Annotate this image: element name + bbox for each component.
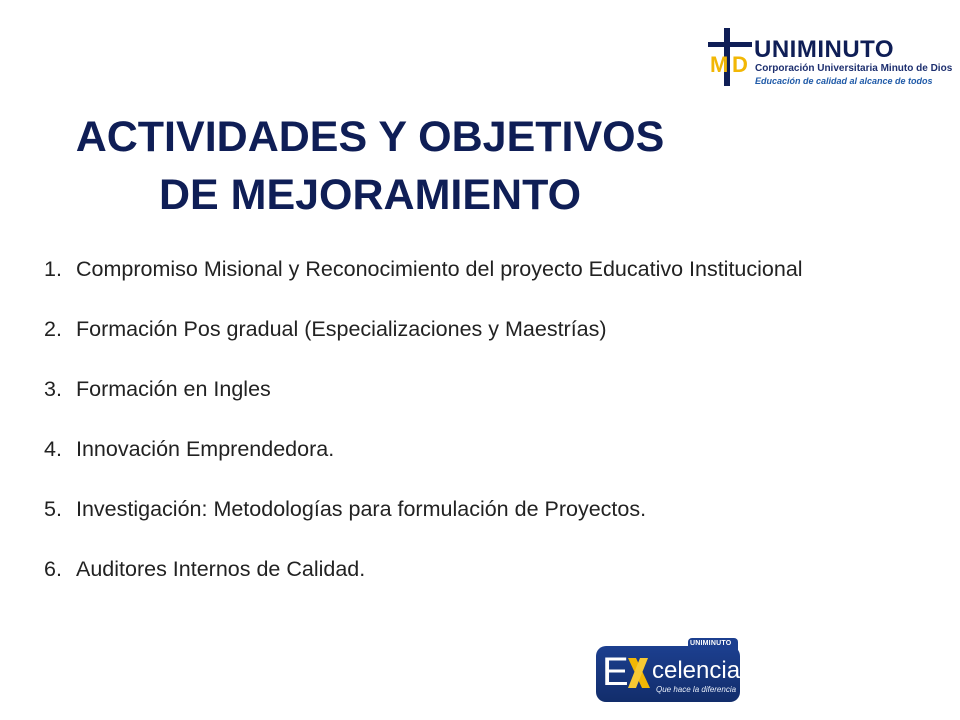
list-item	[44, 494, 864, 524]
list-item-number: 2.	[44, 317, 62, 341]
list-item	[44, 554, 864, 584]
excelencia-initial: E	[602, 650, 629, 694]
list-item	[44, 434, 864, 464]
slide-title-line-1: ACTIVIDADES Y OBJETIVOS	[75, 113, 665, 161]
slide-title-line-2: DE MEJORAMIENTO	[158, 171, 582, 219]
excelencia-logo	[596, 638, 742, 704]
svg-text:D: D	[732, 52, 748, 77]
md-cross-logo-icon	[708, 28, 754, 86]
list-item-number: 6.	[44, 557, 62, 581]
excelencia-tab-label: UNIMINUTO	[690, 640, 732, 647]
list-item	[44, 254, 864, 284]
list-item-number: 4.	[44, 437, 62, 461]
list-item-number: 5.	[44, 497, 62, 521]
list-item	[44, 314, 864, 344]
uniminuto-logo	[708, 28, 953, 90]
list-item-text: Formación en Ingles	[76, 377, 271, 401]
logo-brand-name: UNIMINUTO	[754, 36, 895, 63]
excelencia-x-icon	[626, 656, 652, 690]
logo-tagline: Educación de calidad al alcance de todos	[755, 76, 933, 86]
list-item-text: Auditores Internos de Calidad.	[76, 557, 366, 581]
objectives-list	[44, 254, 864, 584]
list-item-number: 1.	[44, 257, 62, 281]
excelencia-word: celencia	[652, 657, 741, 684]
list-item-number: 3.	[44, 377, 62, 401]
slide-title	[20, 108, 720, 224]
list-item-text: Formación Pos gradual (Especializaciones y Maestrías)	[76, 317, 607, 341]
logo-subtitle: Corporación Universitaria Minuto de Dios	[755, 63, 953, 74]
list-item-text: Investigación: Metodologías para formulación de Proyectos.	[76, 497, 647, 521]
excelencia-slogan: Que hace la diferencia	[656, 685, 737, 694]
list-item	[44, 374, 864, 404]
list-item-text: Innovación Emprendedora.	[76, 437, 335, 461]
list-item-text: Compromiso Misional y Reconocimiento del proyecto Educativo Institucional	[76, 257, 803, 281]
svg-text:M: M	[710, 52, 729, 77]
